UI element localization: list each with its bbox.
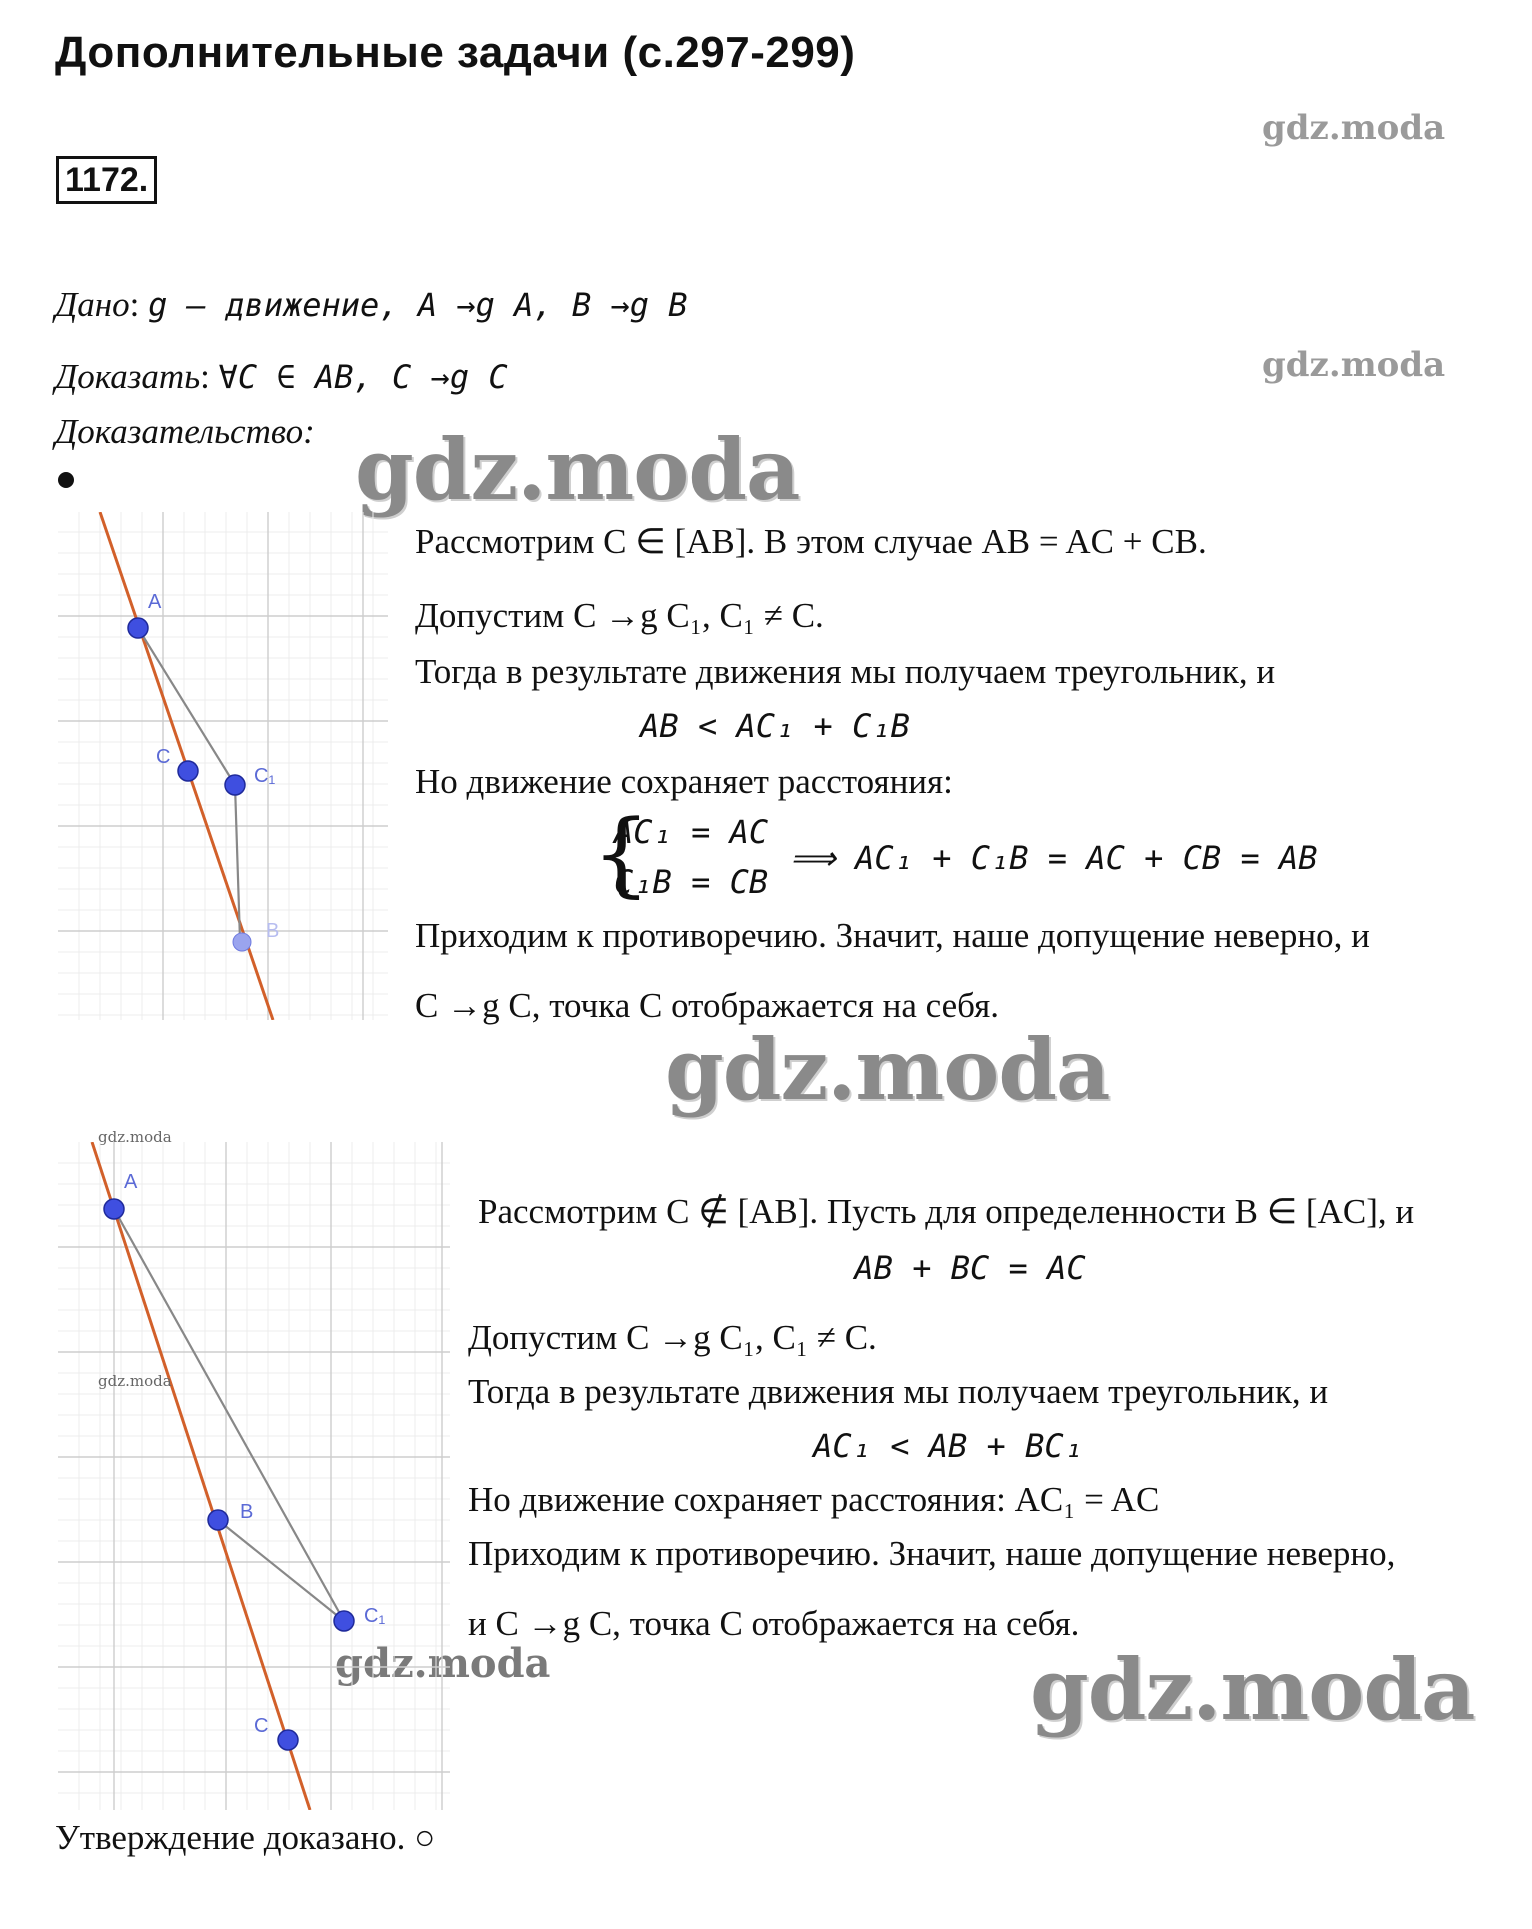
watermark: gdz.moda bbox=[1262, 345, 1446, 385]
page-title: Дополнительные задачи (с.297-299) bbox=[55, 28, 856, 77]
watermark: gdz.moda bbox=[1262, 108, 1446, 148]
watermark: gdz.moda bbox=[335, 1640, 551, 1687]
watermark: gdz.moda bbox=[98, 1372, 172, 1390]
case2-ineq: AC₁ < AB + BC₁ bbox=[813, 1427, 1083, 1465]
given-sep: : bbox=[129, 285, 149, 324]
proof-label: Доказательство: bbox=[55, 412, 315, 451]
prove-text: ∀C ∈ AB, C →g C bbox=[218, 358, 508, 396]
point-b bbox=[208, 1510, 228, 1530]
point-a bbox=[104, 1199, 124, 1219]
case1-line-3: Тогда в результате движения мы получаем треугольник, и bbox=[415, 652, 1276, 691]
figure-case1 bbox=[58, 512, 388, 1020]
case2-line-4: Тогда в результате движения мы получаем треугольник, и bbox=[468, 1372, 1329, 1411]
prove-label: Доказать bbox=[55, 357, 201, 396]
given-label: Дано bbox=[55, 285, 130, 324]
case2-eq: AB + BC = AC bbox=[854, 1249, 1086, 1287]
case1-line-1: Рассмотрим C ∈ [AB]. В этом случае AB = AC + CB. bbox=[415, 522, 1207, 561]
point-a bbox=[128, 618, 148, 638]
system-implication: ⟹ AC₁ + C₁B = AC + CB = AB bbox=[790, 839, 1318, 877]
given-line bbox=[55, 285, 688, 325]
watermark: gdz.moda bbox=[98, 1128, 172, 1146]
label-b: B bbox=[240, 1501, 254, 1523]
line-ac bbox=[92, 1142, 310, 1810]
system-brace: { bbox=[592, 800, 651, 907]
system-eq-1: AC₁ = AC bbox=[614, 813, 769, 851]
label-b: B bbox=[266, 920, 280, 942]
label-a: A bbox=[148, 591, 162, 613]
case1-line-10: C →g C, точка C отображается на себя. bbox=[415, 986, 999, 1025]
label-c: C bbox=[254, 1715, 269, 1737]
label-c: C bbox=[156, 746, 171, 768]
given-text: g – движение, A →g A, B →g B bbox=[148, 286, 688, 324]
bullet bbox=[58, 472, 74, 488]
watermark: gdz.moda bbox=[1030, 1640, 1475, 1739]
point-b bbox=[233, 933, 251, 951]
label-c1: C₁ bbox=[364, 1605, 386, 1627]
label-a: A bbox=[124, 1171, 138, 1193]
case1-line-2: Допустим C →g C₁, C₁ ≠ C. bbox=[415, 596, 824, 635]
system-eq-2: C₁B = CB bbox=[614, 863, 769, 901]
figure-case2 bbox=[58, 1142, 450, 1810]
point-c bbox=[278, 1730, 298, 1750]
case1-line-9: Приходим к противоречию. Значит, наше допущение неверно, и bbox=[415, 916, 1370, 955]
case2-line-1: Рассмотрим C ∉ [AB]. Пусть для определенности B ∈ [AC], и bbox=[478, 1192, 1415, 1231]
case2-line-7: Приходим к противоречию. Значит, наше допущение неверно, bbox=[468, 1534, 1396, 1573]
case2-line-6: Но движение сохраняет расстояния: AC₁ = AC bbox=[468, 1480, 1160, 1519]
prove-line bbox=[55, 357, 508, 397]
case2-line-8: и C →g C, точка C отображается на себя. bbox=[468, 1604, 1080, 1643]
point-c1 bbox=[334, 1611, 354, 1631]
grid bbox=[58, 1142, 450, 1810]
label-c1: C₁ bbox=[254, 765, 276, 787]
case1-ineq: AB < AC₁ + C₁B bbox=[640, 707, 910, 745]
prove-sep: : bbox=[200, 357, 219, 396]
problem-number: 1172. bbox=[56, 156, 157, 204]
case1-line-5: Но движение сохраняет расстояния: bbox=[415, 762, 953, 801]
watermark: gdz.moda bbox=[355, 420, 800, 519]
conclusion: Утверждение доказано. ○ bbox=[55, 1818, 436, 1857]
watermark: gdz.moda bbox=[665, 1020, 1110, 1119]
case2-line-3: Допустим C →g C₁, C₁ ≠ C. bbox=[468, 1318, 877, 1357]
point-c bbox=[178, 761, 198, 781]
point-c1 bbox=[225, 775, 245, 795]
